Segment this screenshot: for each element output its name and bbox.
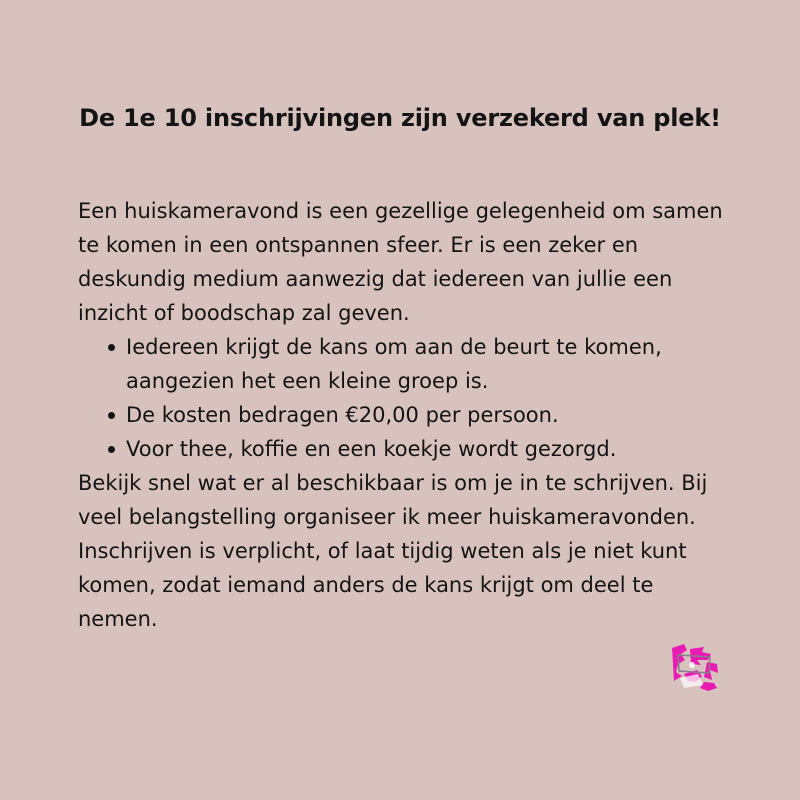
page-title: De 1e 10 inschrijvingen zijn verzekerd van plek! [79,104,721,132]
bullet-item: Iedereen krijgt de kans om aan de beurt te komen, aangezien het een kleine groep is. [126,330,738,398]
decorative-sticker-icon [664,642,724,694]
body-text [78,194,738,636]
bullet-list [78,330,738,466]
intro-paragraph: Een huiskameravond is een gezellige gelegenheid om samen te komen in een ontspannen sfeer. Er is een zeker en deskundig medium aanwezig dat iedereen van jullie een inzicht of boodschap zal geven. [78,199,723,325]
closing-paragraph: Bekijk snel wat er al beschikbaar is om je in te schrijven. Bij veel belangstelling organiseer ik meer huiskameravonden. Inschrijven is verplicht, of laat tijdig weten als je niet kunt komen, zodat iemand anders de kans krijgt om deel te nemen. [78,471,708,631]
bullet-item: De kosten bedragen €20,00 per persoon. [126,398,738,432]
bullet-item: Voor thee, koffie en een koekje wordt gezorgd. [126,432,738,466]
